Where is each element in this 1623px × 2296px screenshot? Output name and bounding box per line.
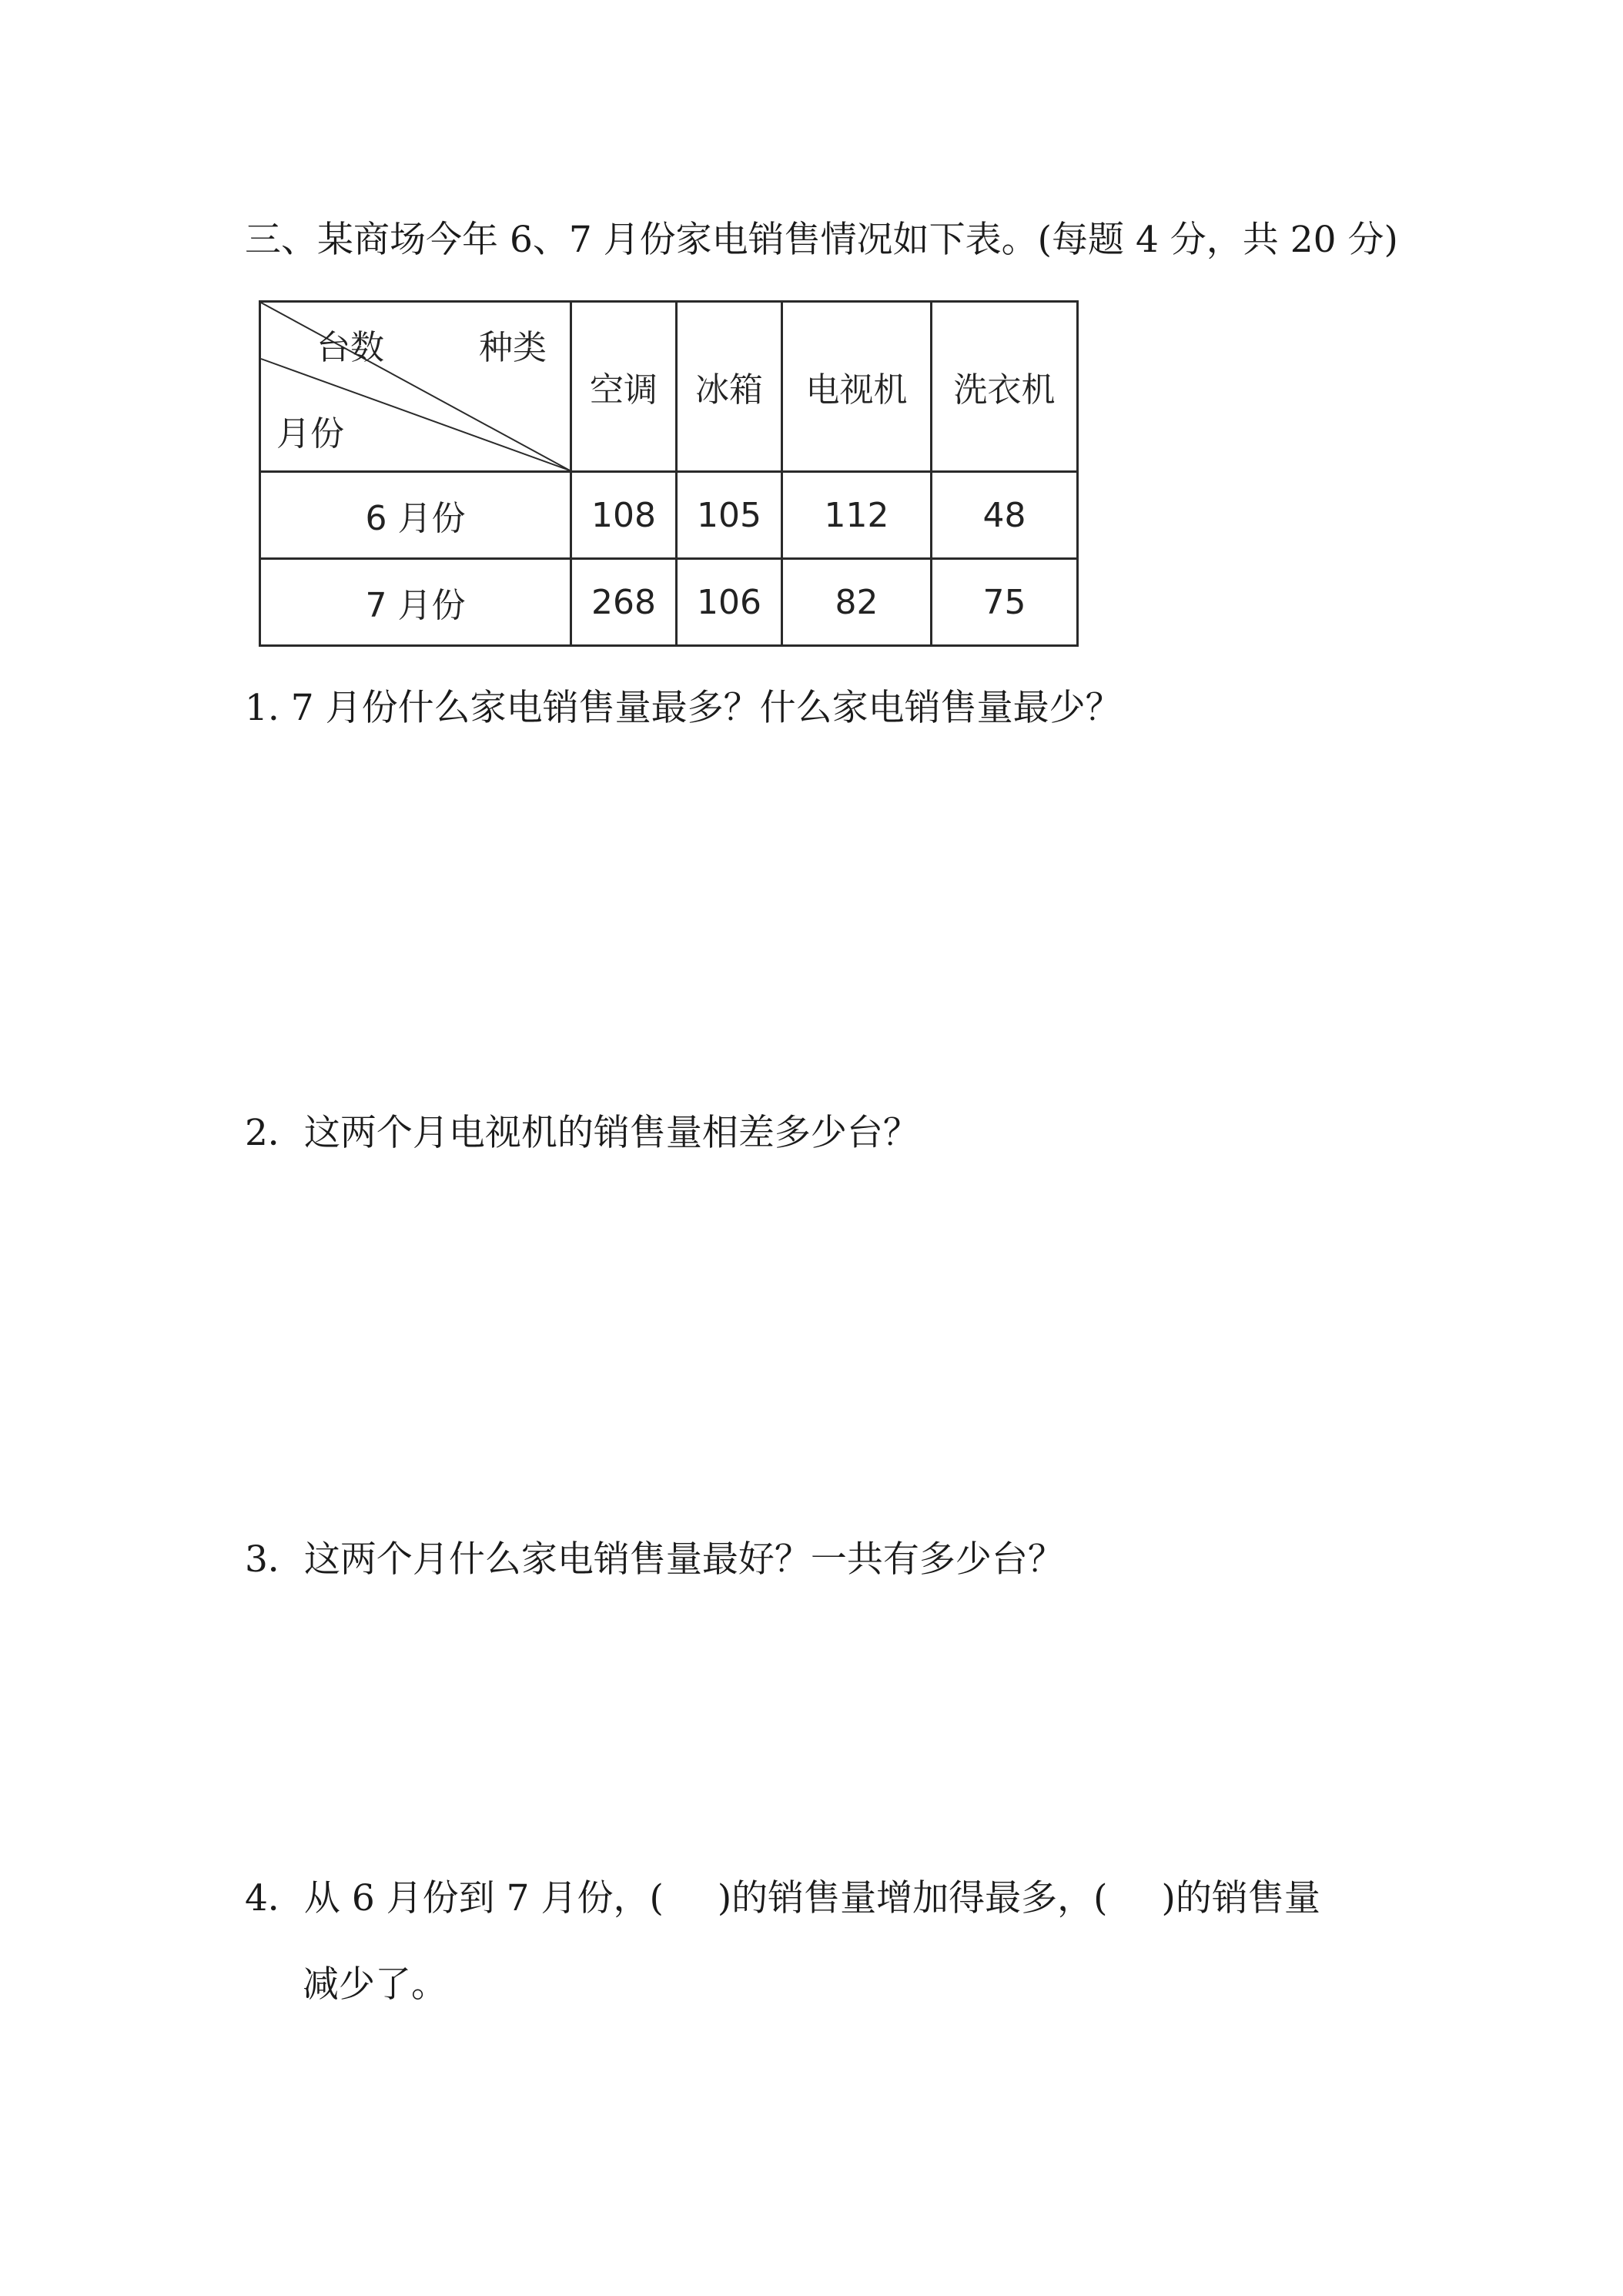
sales-table (259, 300, 1079, 647)
sales-table-container (259, 300, 1076, 644)
table-cell: 75 (932, 559, 1078, 646)
diagonal-header-cell (260, 302, 571, 472)
table-cell: 105 (677, 472, 782, 559)
table-cell: 82 (782, 559, 932, 646)
table-header-row (260, 302, 1078, 472)
question-3: 3．这两个月什么家电销售量最好？一共有多少台？ (245, 1538, 1064, 1581)
table-row (260, 559, 1078, 646)
table-cell: 112 (782, 472, 932, 559)
question-4-part3: )的销售量 (1161, 1877, 1320, 1919)
row-label: 7 月份 (260, 559, 571, 646)
table-cell: 106 (677, 559, 782, 646)
question-4-continued: 减少了。 (303, 1963, 447, 2006)
question-4-part2: )的销售量增加得最多，( (717, 1877, 1108, 1919)
question-1: 1. 7 月份什么家电销售量最多？什么家电销售量最少？ (245, 687, 1122, 729)
column-header: 电视机 (782, 302, 932, 472)
corner-label-type: 种类 (479, 328, 547, 367)
table-cell: 268 (571, 559, 677, 646)
table-cell: 108 (571, 472, 677, 559)
column-header: 冰箱 (677, 302, 782, 472)
table-cell: 48 (932, 472, 1078, 559)
section-title: 三、某商场今年 6、7 月份家电销售情况如下表。(每题 4 分，共 20 分) (245, 219, 1398, 261)
column-header: 空调 (571, 302, 677, 472)
question-4 (245, 1876, 1320, 1922)
corner-label-month: 月份 (276, 414, 344, 454)
row-label: 6 月份 (260, 472, 571, 559)
question-2: 2．这两个月电视机的销售量相差多少台？ (245, 1112, 919, 1154)
column-header: 洗衣机 (932, 302, 1078, 472)
corner-label-units: 台数 (316, 328, 384, 367)
table-row (260, 472, 1078, 559)
question-4-part1: 4．从 6 月份到 7 月份，( (245, 1877, 664, 1919)
